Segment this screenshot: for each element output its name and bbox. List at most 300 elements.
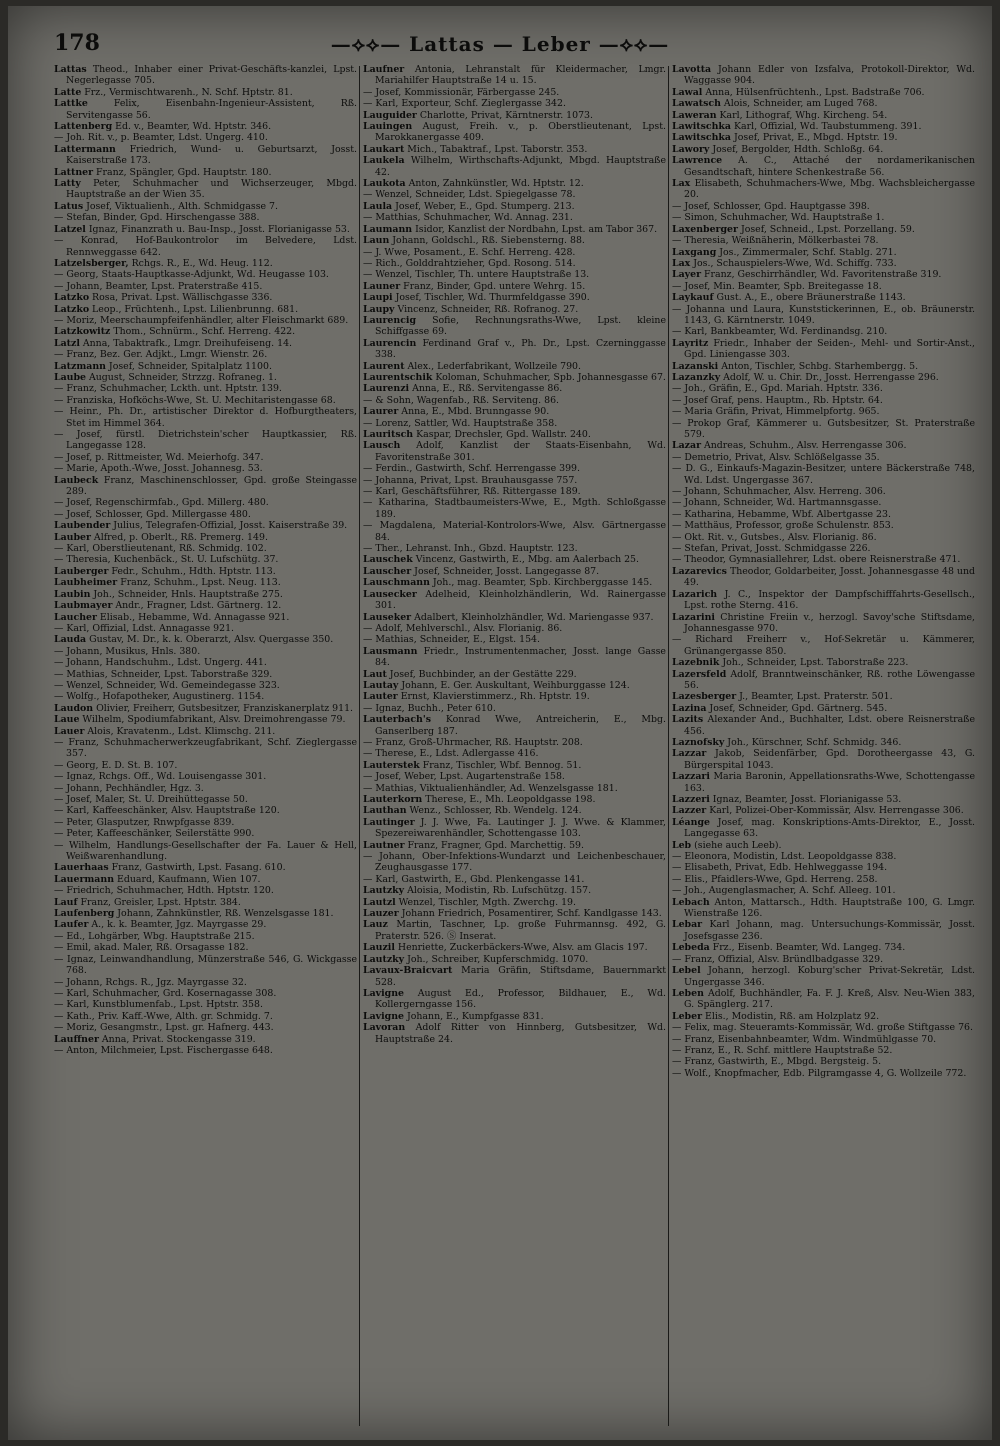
directory-entry: — Franz, Gastwirth, E., Mbgd. Bergsteig. 5. <box>672 1056 882 1068</box>
directory-entry: Layritz Friedr., Inhaber der Seiden-, Mehl- und Sortir-Anst., Gpd. Liniengasse 303. <box>672 337 975 361</box>
directory-entry: — Katharina, Stadtbaumeisters-Wwe, E., Mgth. Schloßgasse 189. <box>363 497 666 520</box>
directory-entry: Laurencin Ferdinand Graf v., Ph. Dr., Lpst. Czerninggasse 338. <box>363 337 666 361</box>
directory-entry: Leb (siehe auch Leeb). <box>672 839 782 851</box>
directory-entry: — Johann, Ober-Infektions-Wundarzt und Leichenbeschauer, Zeughausgasse 177. <box>363 851 666 874</box>
directory-entry: Lavoran Adolf Ritter von Hinnberg, Gutsbesitzer, Wd. Hauptstraße 24. <box>363 1022 666 1045</box>
directory-entry: — J. Wwe, Posament., E. Schf. Herreng. 428. <box>363 246 576 258</box>
directory-entry: Latzl Anna, Tabaktrafk., Lmgr. Dreihufeiseng. 14. <box>54 337 293 349</box>
directory-entry: Laudon Olivier, Freiherr, Gutsbesitzer, Franziskanerplatz 911. <box>54 702 354 714</box>
directory-entry: — Karl, Schuhmacher, Grd. Kosernagasse 308. <box>54 987 277 999</box>
directory-entry: — Kath., Priv. Kaff.-Wwe, Alth. gr. Schmidg. 7. <box>54 1010 273 1022</box>
entry-surname: Laurent <box>363 360 405 372</box>
directory-entry: Lazesberger J., Beamter, Lpst. Praterstr. 501. <box>672 691 893 703</box>
entry-surname: Lax <box>672 178 691 190</box>
directory-entry: — Katharina, Hebamme, Wbf. Albertgasse 23. <box>672 508 891 520</box>
directory-entry: — Josef, Min. Beamter, Spb. Breitegasse 18. <box>672 280 882 292</box>
directory-entry: — Franziska, Hofköchs-Wwe, St. U. Mechitaristengasse 68. <box>54 394 336 406</box>
entry-surname: Lazanski <box>672 360 719 372</box>
entry-surname: Lauer <box>54 725 85 737</box>
directory-entry: Lautzky Joh., Schreiber, Kupferschmidg. 1070. <box>363 953 589 965</box>
entry-surname: Lausmann <box>363 645 418 657</box>
entry-surname: Laubeck <box>54 474 99 486</box>
entry-surname: Laut <box>363 668 387 680</box>
directory-entry: — Karl, Oberstlieutenant, Rß. Schmidg. 102. <box>54 543 267 555</box>
directory-entry: — Wenzel, Tischler, Th. untere Hauptstraße 13. <box>363 269 590 281</box>
directory-entry: Lautzl Wenzel, Tischler, Mgth. Zwerchg. 19. <box>363 896 576 908</box>
directory-entry: Laucher Elisab., Hebamme, Wd. Annagasse 921. <box>54 611 290 623</box>
directory-entry: Lawory Josef, Bergolder, Hdth. Schloßg. 64. <box>672 143 884 155</box>
directory-entry: — Stefan, Binder, Gpd. Hirschengasse 388. <box>54 212 260 224</box>
directory-entry: Laun Johann, Goldschl., Rß. Siebensterng. 88. <box>363 235 585 247</box>
directory-entry: Laukart Mich., Tabaktraf., Lpst. Taborstr. 353. <box>363 143 588 155</box>
entry-surname: Lauermann <box>54 873 115 885</box>
entry-surname: Lebel <box>672 965 701 977</box>
directory-entry: — Felix, mag. Steueramts-Kommissär, Wd. große Stiftgasse 76. <box>672 1022 973 1034</box>
directory-entry: Laurentschik Koloman, Schuhmacher, Spb. Johannesgasse 67. <box>363 371 666 383</box>
directory-entry: — Ed., Lohgärber, Wbg. Hauptstraße 215. <box>54 930 255 942</box>
directory-entry: Lauffner Anna, Privat. Stockengasse 319. <box>54 1033 256 1045</box>
entry-surname: Lauritsch <box>363 429 414 440</box>
directory-entry: — Wenzel, Schneider, Wd. Gemeindegasse 323. <box>54 679 280 691</box>
entry-surname: Laudon <box>54 702 94 714</box>
directory-entry: Lattner Franz, Spängler, Gpd. Hauptstr. 180. <box>54 166 272 178</box>
entry-surname: Lauerhaas <box>54 862 109 874</box>
directory-entry: — Friedrich, Schuhmacher, Hdth. Hptstr. 120. <box>54 885 274 897</box>
entry-surname: Laue <box>54 714 80 726</box>
entry-surname: Laurencin <box>363 337 417 349</box>
directory-entry: — Franz, Schuhmacher, Lckth. unt. Hptstr. 139. <box>54 383 282 395</box>
directory-entry: Laurent Alex., Lederfabrikant, Wollzeile 790. <box>363 360 581 372</box>
directory-entry: — Demetrio, Privat, Alsv. Schlößelgasse 35. <box>672 451 880 463</box>
directory-entry: Lazzeri Ignaz, Beamter, Josst. Florianigasse 53. <box>672 794 902 805</box>
directory-entry: Lazzer Karl, Polizei-Ober-Kommissär, Alsv. Herrengasse 306. <box>672 805 964 817</box>
directory-entry: — Richard Freiherr v., Hof-Sekretär u. Kämmerer, Grünangergasse 850. <box>672 634 975 657</box>
directory-entry: Leber Elis., Modistin, Rß. am Holzplatz 92. <box>672 1010 880 1022</box>
entry-surname: Lautner <box>363 839 405 851</box>
directory-entry: — Ignaz, Buchh., Peter 610. <box>363 702 496 714</box>
directory-entry: — Karl, Kunstblumenfab., Lpst. Hptstr. 358. <box>54 999 263 1011</box>
entry-surname: Lazzar <box>672 748 707 760</box>
entry-surname: Laubin <box>54 588 91 600</box>
directory-entry: Lausmann Friedr., Instrumentenmacher, Josst. lange Gasse 84. <box>363 645 666 669</box>
directory-entry: Lauterbach's Konrad Wwe, Antreicherin, E., Mbg. Ganserlberg 187. <box>363 714 666 737</box>
directory-entry: — Johann, Schuhmacher, Alsv. Herreng. 306. <box>672 486 886 498</box>
entry-surname: Laurencig <box>363 314 417 326</box>
directory-entry: Lauschmann Joh., mag. Beamter, Spb. Kirchberggasse 145. <box>363 577 653 589</box>
directory-entry: Lavaux-Braicvart Maria Gräfin, Stiftsdame, Bauernmarkt 528. <box>363 965 666 988</box>
directory-entry: Lazanski Anton, Tischler, Schbg. Starhembergg. 5. <box>672 360 919 372</box>
directory-entry: — Ther., Lehranst. Inh., Gbzd. Hauptstr. 123. <box>363 543 578 555</box>
directory-entry: — Rich., Golddrahtzieher, Gpd. Rosong. 514. <box>363 257 576 269</box>
directory-entry: Laukota Anton, Zahnkünstler, Wd. Hptstr. 12. <box>363 178 584 190</box>
directory-entry: — Johann, Pechhändler, Hgz. 3. <box>54 782 204 794</box>
directory-entry: — Josef, Schlosser, Gpd. Hauptgasse 398. <box>672 200 870 212</box>
directory-entry: — Josef, p. Rittmeister, Wd. Meierhofg. 347. <box>54 451 264 463</box>
directory-entry: — Ignaz, Leinwandhandlung, Münzerstraße 546, G. Wickgasse 768. <box>54 953 357 977</box>
directory-entry: — Ignaz, Rchgs. Off., Wd. Louisengasse 301. <box>54 771 267 783</box>
directory-entry: Lautay Johann, E. Ger. Auskultant, Weihburggasse 124. <box>363 679 630 691</box>
entry-surname: Laupy <box>363 303 395 315</box>
entry-surname: Laubheimer <box>54 577 118 589</box>
entry-surname: Lax <box>672 257 691 269</box>
entry-surname: Lautzl <box>363 896 396 908</box>
directory-entry: — Josef, Regenschirmfab., Gpd. Millerg. 480. <box>54 497 269 509</box>
entry-surname: Lazzeri <box>672 794 710 805</box>
entry-surname: Lazzer <box>672 805 707 817</box>
entry-surname: Latzl <box>54 337 80 349</box>
directory-entry: — Theresia, Kuchenbäck., St. U. Lufschütg. 37. <box>54 554 279 566</box>
directory-entry: Lattke Felix, Eisenbahn-Ingenieur-Assistent, Rß. Servitengasse 56. <box>54 98 357 121</box>
page-number: 178 <box>54 30 100 56</box>
directory-entry: Lazar Andreas, Schuhm., Alsv. Herrengasse 306. <box>672 440 907 452</box>
directory-entry: Latzkowitz Thom., Schnürm., Schf. Herreng. 422. <box>54 326 296 338</box>
entry-surname: Lautinger <box>363 816 415 828</box>
entry-surname: Lauschek <box>363 554 413 566</box>
entry-surname: Lazarevics <box>672 565 727 577</box>
directory-entry: Lazits Alexander And., Buchhalter, Ldst. obere Reisnerstraße 456. <box>672 714 975 737</box>
directory-entry: Lauter Ernst, Klavierstimmerz., Rh. Hptstr. 19. <box>363 691 590 703</box>
entry-surname: Laweran <box>672 109 717 121</box>
directory-entry: Lazzari Maria Baronin, Appellationsraths-Wwe, Schottengasse 163. <box>672 771 975 794</box>
entry-surname: Lazarich <box>672 588 718 600</box>
directory-entry: Lausecker Adelheid, Kleinholzhändlerin, Wd. Rainergasse 301. <box>363 588 666 612</box>
entry-surname: Laupi <box>363 292 393 304</box>
directory-entry: — Franz, Bez. Ger. Adjkt., Lmgr. Wienstr. 26. <box>54 349 268 361</box>
directory-entry: Laykauf Gust. A., E., obere Bräunerstraße 1143. <box>672 292 906 304</box>
entry-surname: Lauterstek <box>363 759 420 771</box>
directory-entry: Lauguider Charlotte, Privat, Kärntnerstr. 1073. <box>363 109 593 121</box>
directory-entry: Latzel Ignaz, Finanzrath u. Bau-Insp., Josst. Florianigasse 53. <box>54 223 350 235</box>
directory-entry: — Eleonora, Modistin, Ldst. Leopoldgasse 838. <box>672 851 897 863</box>
directory-entry: — Franz, Schuhmacherwerkzeugfabrikant, Schf. Zieglergasse 357. <box>54 736 357 760</box>
directory-entry: — Anton, Milchmeier, Lpst. Fischergasse 648. <box>54 1044 273 1056</box>
directory-entry: Laxenberger Josef, Schneid., Lpst. Porzellang. 59. <box>672 223 915 235</box>
directory-entry: Lebach Anton, Mattarsch., Hdth. Hauptstraße 100, G. Lmgr. Wienstraße 126. <box>672 896 975 920</box>
entry-surname: Laurer <box>363 406 399 418</box>
entry-surname: Laurenzi <box>363 383 410 395</box>
directory-entry: Lawitschka Josef, Privat, E., Mbgd. Hptstr. 19. <box>672 132 898 144</box>
directory-entry: — Karl, Bankbeamter, Wd. Ferdinandsg. 210. <box>672 326 888 338</box>
entry-surname: Lattke <box>54 98 88 110</box>
directory-entry: — Theresia, Weißnäherin, Mölkerbastei 78. <box>672 235 879 247</box>
entry-surname: Lavigne <box>363 1010 405 1022</box>
entry-surname: Lattner <box>54 166 94 178</box>
entry-surname: Launer <box>363 280 401 292</box>
entry-surname: Lazits <box>672 714 704 726</box>
directory-entry: Laurenzi Anna, E., Rß. Servitengasse 86. <box>363 383 563 395</box>
directory-entry: Lauzer Johann Friedrich, Posamentirer, Schf. Kandlgasse 143. <box>363 908 662 920</box>
entry-surname: Laula <box>363 200 393 212</box>
directory-entry: Lebel Johann, herzogl. Koburg'scher Privat-Sekretär, Ldst. Ungergasse 346. <box>672 965 975 988</box>
entry-surname: Lauda <box>54 634 87 646</box>
directory-entry: — Theodor, Gymnasiallehrer, Ldst. obere Reisnerstraße 471. <box>672 554 961 566</box>
entry-surname: Laumann <box>363 223 413 235</box>
directory-entry: Lauber Alfred, p. Oberlt., Rß. Premerg. 149. <box>54 531 268 543</box>
directory-entry: — Joh., Augenglasmacher, A. Schf. Alleeg. 101. <box>672 885 896 897</box>
directory-entry: Lavigne Johann, E., Kumpfgasse 831. <box>363 1010 544 1022</box>
entry-surname: Lauseker <box>363 611 412 623</box>
directory-entry: — Adolf, Mehlverschl., Alsv. Florianig. 86. <box>363 622 563 634</box>
directory-entry: — D. G., Einkaufs-Magazin-Besitzer, untere Bäckerstraße 748, Wd. Ldst. Ungergasse 367. <box>672 463 975 486</box>
directory-entry: Lauritsch Kaspar, Drechsler, Gpd. Wallstr. 240. <box>363 429 591 440</box>
directory-entry: — Elisabeth, Privat, Edb. Hehlweggasse 194. <box>672 862 888 874</box>
directory-entry: Lazanzky Adolf, W. u. Chir. Dr., Josst. Herrengasse 296. <box>672 371 939 383</box>
directory-entry: Lawitschka Karl, Offizial, Wd. Taubstummeng. 391. <box>672 121 922 133</box>
directory-entry: Laubender Julius, Telegrafen-Offizial, Josst. Kaiserstraße 39. <box>54 520 348 532</box>
directory-entry: — Franz, Groß-Uhrmacher, Rß. Hauptstr. 208. <box>363 736 583 748</box>
entry-surname: Latte <box>54 86 82 98</box>
entry-surname: Laubmayer <box>54 600 113 612</box>
directory-entry: Lawal Anna, Hülsenfrüchtenh., Lpst. Badstraße 706. <box>672 86 925 98</box>
directory-entry: Lauseker Adalbert, Kleinholzhändler, Wd. Mariengasse 937. <box>363 611 654 623</box>
directory-entry: Lavotta Johann Edler von Izsfalva, Protokoll-Direktor, Wd. Waggasse 904. <box>672 64 975 87</box>
entry-surname: Latzmann <box>54 360 106 372</box>
directory-entry: — Franz, E., R. Schf. mittlere Hauptstraße 52. <box>672 1044 893 1056</box>
directory-page <box>8 6 992 1440</box>
directory-entry: Latzko Leop., Früchtenh., Lpst. Lilienbrunng. 681. <box>54 303 299 315</box>
directory-entry: — Josef, Maler, St. U. Dreihüttegasse 50. <box>54 794 248 805</box>
directory-entry: Laufer A., k. k. Beamter, Jgz. Mayrgasse 29. <box>54 919 267 931</box>
directory-entry: Laubin Joh., Schneider, Hnls. Hauptstraße 275. <box>54 588 283 600</box>
directory-entry: Lattermann Friedrich, Wund- u. Geburtsarzt, Josst. Kaiserstraße 173. <box>54 143 357 167</box>
directory-entry: Lauz Martin, Taschner, Lp. große Fuhrmannsg. 492, G. Praterstr. 526. Ⓢ Inserat. <box>363 919 666 942</box>
entry-surname: Lebar <box>672 919 703 931</box>
directory-entry: — Wolfg., Hofapotheker, Augustinerg. 1154. <box>54 691 265 703</box>
directory-entry: Lazarich J. C., Inspektor der Dampfschifffahrts-Gesellsch., Lpst. rothe Sterng. 416. <box>672 588 975 612</box>
directory-entry: Lebeda Frz., Eisenb. Beamter, Wd. Langeg. 734. <box>672 942 906 954</box>
directory-entry: Léange Josef, mag. Konskriptions-Amts-Direktor, E., Josst. Langegasse 63. <box>672 816 975 840</box>
directory-entry: Latzelsberger, Rchgs. R., E., Wd. Heug. 112. <box>54 257 273 269</box>
entry-surname: Laubender <box>54 520 111 532</box>
directory-entry: — Wolf., Knopfmacher, Edb. Pilgramgasse 4, G. Wollzeile 772. <box>672 1067 967 1079</box>
directory-entry: Laupy Vincenz, Schneider, Rß. Rofranog. 27. <box>363 303 579 315</box>
directory-entry: Laut Josef, Buchbinder, an der Gestätte 229. <box>363 668 577 680</box>
directory-entry: — Johanna und Laura, Kunststickerinnen, E., ob. Bräunerstr. 1143, G. Kärntnerstr. 1049. <box>672 303 975 326</box>
directory-entry: — Peter, Glasputzer, Rnwpfgasse 839. <box>54 816 235 828</box>
directory-entry: Laurencig Sofie, Rechnungsraths-Wwe, Lpst. kleine Schiffgasse 69. <box>363 314 666 338</box>
entry-surname: Latty <box>54 178 81 190</box>
entry-surname: Latzel <box>54 223 86 235</box>
directory-entry: Lauschek Vincenz, Gastwirth, E., Mbg. am Aalerbach 25. <box>363 554 639 566</box>
entry-surname: Lauguider <box>363 109 417 121</box>
entry-surname: Laykauf <box>672 292 714 304</box>
directory-entry: — Lorenz, Sattler, Wd. Hauptstraße 358. <box>363 417 558 429</box>
entry-surname: Latzko <box>54 303 90 315</box>
entry-surname: Lavigne <box>363 987 405 999</box>
directory-entry: Lautinger J. J. Wwe, Fa. Lautinger J. J. Wwe. & Klammer, Spezereiwarenhändler, Schottengasse 103. <box>363 816 666 840</box>
entry-surname: Lazina <box>672 702 707 714</box>
directory-entry: Lawrence A. C., Attaché der nordamerikanischen Gesandtschaft, hintere Schenkestraße 56. <box>672 155 975 178</box>
column-divider <box>668 66 669 1426</box>
entry-surname: Lauberger <box>54 565 109 577</box>
directory-entry: — Johann, Handschuhm., Ldst. Ungerg. 441. <box>54 657 267 669</box>
directory-entry: Lauterstek Franz, Tischler, Wbf. Bennog. 51. <box>363 759 582 771</box>
directory-entry: Laubeck Franz, Maschinenschlosser, Gpd. große Steingasse 289. <box>54 474 357 498</box>
directory-entry: — Okt. Rit. v., Gutsbes., Alsv. Florianig. 86. <box>672 531 877 543</box>
entry-surname: Laucher <box>54 611 97 623</box>
directory-entry: — Johann, Schneider, Wd. Hartmannsgasse. <box>672 497 882 509</box>
directory-entry: Lax Elisabeth, Schuhmachers-Wwe, Mbg. Wachsbleichergasse 20. <box>672 178 975 201</box>
directory-entry: Lauf Franz, Greisler, Lpst. Hptstr. 384. <box>54 896 241 908</box>
directory-entry: Layer Franz, Geschirrhändler, Wd. Favoritenstraße 319. <box>672 269 942 281</box>
directory-entry: Laurer Anna, E., Mbd. Brunngasse 90. <box>363 406 550 418</box>
entry-surname: Lautay <box>363 679 399 691</box>
directory-entry: — Mathias, Schneider, Lpst. Taborstraße 329. <box>54 668 273 680</box>
entry-surname: Lawrence <box>672 155 723 167</box>
entry-surname: Laufer <box>54 919 89 931</box>
directory-entry: — Marie, Apoth.-Wwe, Josst. Johannesg. 53. <box>54 463 263 475</box>
directory-entry: Laznofsky Joh., Kürschner, Schf. Schmidg. 346. <box>672 736 902 748</box>
directory-entry: — Therese, E., Ldst. Adlergasse 416. <box>363 748 539 760</box>
directory-entry: — Mathias, Viktualienhändler, Ad. Wenzelsgasse 181. <box>363 782 618 794</box>
entry-surname: Lattas <box>54 64 87 75</box>
entry-surname: Latzkowitz <box>54 326 111 338</box>
directory-entry: — Karl, Exporteur, Schf. Zieglergasse 342. <box>363 98 566 110</box>
directory-entry: — Joh., Gräfin, E., Gpd. Mariah. Hptstr. 336. <box>672 383 883 395</box>
directory-entry: Latty Peter, Schuhmacher und Wichserzeuger, Mbgd. Hauptstraße an der Wien 35. <box>54 178 357 201</box>
directory-entry: Lauberger Fedr., Schuhm., Hdth. Hptstr. 113. <box>54 565 276 577</box>
entry-surname: Lawitschka <box>672 132 732 144</box>
entry-surname: Lawitschka <box>672 121 732 133</box>
directory-entry: — Karl, Kaffeeschänker, Alsv. Hauptstraße 120. <box>54 805 280 817</box>
entry-surname: Latzko <box>54 292 90 304</box>
entry-surname: Lausecker <box>363 588 417 600</box>
directory-entry: — Johann, Rchgs. R., Jgz. Mayrgasse 32. <box>54 976 247 988</box>
entry-surname: Lausch <box>363 440 401 452</box>
entry-surname: Lautzky <box>363 953 405 965</box>
directory-entry: Latzko Rosa, Privat. Lpst. Wällischgasse 336. <box>54 292 273 304</box>
directory-entry: Laula Josef, Weber, E., Gpd. Stumperg. 213. <box>363 200 575 212</box>
directory-entry: Lattenberg Ed. v., Beamter, Wd. Hptstr. 346. <box>54 121 272 133</box>
directory-entry: — Konrad, Hof-Baukontrolor im Belvedere, Ldst. Rennweggasse 642. <box>54 235 357 258</box>
entry-surname: Lautzky <box>363 885 405 897</box>
column-left <box>54 64 357 1434</box>
directory-entry: Lavigne August Ed., Professor, Bildhauer, E., Wd. Kollergerngasse 156. <box>363 987 666 1011</box>
directory-entry: Laue Wilhelm, Spodiumfabrikant, Alsv. Dreimohrengasse 79. <box>54 714 346 726</box>
entry-surname: Laurentschik <box>363 371 433 383</box>
directory-entry: — Prokop Graf, Kämmerer u. Gutsbesitzer, St. Praterstraße 579. <box>672 417 975 440</box>
directory-entry: Laweran Karl, Lithograf, Whg. Kircheng. 54. <box>672 109 888 121</box>
directory-entry: — Karl, Geschäftsführer, Rß. Rittergasse 189. <box>363 486 581 498</box>
entry-surname: Lawory <box>672 143 710 155</box>
entry-surname: Lauzil <box>363 942 395 954</box>
directory-entry: Laubheimer Franz, Schuhm., Lpst. Neug. 113. <box>54 577 281 589</box>
directory-entry: — Josef, Weber, Lpst. Augartenstraße 158. <box>363 771 565 783</box>
directory-entry: Latzmann Josef, Schneider, Spitalplatz 1100. <box>54 360 272 372</box>
directory-entry: Leben Adolf, Buchhändler, Fa. F. J. Kreß, Alsv. Neu-Wien 383, G. Spänglerg. 217. <box>672 987 975 1011</box>
directory-entry: — Peter, Kaffeeschänker, Seilerstätte 990. <box>54 828 255 840</box>
directory-entry: — Elis., Pfaidlers-Wwe, Gpd. Herreng. 258. <box>672 873 878 885</box>
directory-entry: Lauingen August, Freih. v., p. Oberstlieutenant, Lpst. Marokkanergasse 409. <box>363 121 666 144</box>
entry-surname: Lazanzky <box>672 371 721 383</box>
directory-entry: Lauthan Wenz., Schlosser, Rb. Wendelg. 124. <box>363 805 582 817</box>
entry-surname: Latzelsberger, <box>54 257 129 269</box>
directory-entry: Laumann Isidor, Kanzlist der Nordbahn, Lpst. am Tabor 367. <box>363 223 658 235</box>
directory-entry: Lazarini Christine Freiin v., herzogl. Savoy'sche Stiftsdame, Johannesgasse 970. <box>672 611 975 634</box>
directory-entry: Lauzil Henriette, Zuckerbäckers-Wwe, Alsv. am Glacis 197. <box>363 942 648 954</box>
directory-entry: — Johanna, Privat, Lpst. Brauhausgasse 757. <box>363 474 578 486</box>
entry-surname: Leben <box>672 987 704 999</box>
directory-entry: — Karl, Offizial, Ldst. Annagasse 921. <box>54 622 235 634</box>
entry-surname: Laznofsky <box>672 736 725 748</box>
directory-entry: — Josef, Schlosser, Gpd. Millergasse 480. <box>54 508 251 520</box>
entry-surname: Lebach <box>672 896 710 908</box>
directory-entry: — Moriz, Meerschaumpfeifenhändler, alter Fleischmarkt 689. <box>54 314 349 326</box>
directory-entry: — Ferdin., Gastwirth, Schf. Herrengasse 399. <box>363 463 580 475</box>
entry-surname: Lavotta <box>672 64 712 75</box>
directory-entry: — Josef, fürstl. Dietrichstein'scher Hauptkassier, Rß. Langegasse 128. <box>54 429 357 452</box>
entry-surname: Leb <box>672 839 692 851</box>
directory-entry: Lattas Theod., Inhaber einer Privat-Geschäfts-kanzlei, Lpst. Negerlegasse 705. <box>54 64 357 87</box>
directory-entry: Lazebnik Joh., Schneider, Lpst. Taborstraße 223. <box>672 657 909 669</box>
directory-entry: Lauscher Josef, Schneider, Josst. Langegasse 87. <box>363 565 600 577</box>
directory-entry: — Josef, Kommissionär, Färbergasse 245. <box>363 86 560 98</box>
directory-entry: Laxgang Jos., Zimmermaler, Schf. Stablg. 271. <box>672 246 897 258</box>
directory-entry: Laufenberg Johann, Zahnkünstler, Rß. Wenzelsgasse 181. <box>54 908 334 920</box>
directory-entry: Lauermann Eduard, Kaufmann, Wien 107. <box>54 873 261 885</box>
directory-entry: Lazarevics Theodor, Goldarbeiter, Josst. Johannesgasse 48 und 49. <box>672 565 975 589</box>
entry-surname: Laufner <box>363 64 405 75</box>
directory-entry: — Heinr., Ph. Dr., artistischer Direktor d. Hofburgtheaters, Stet im Himmel 364. <box>54 406 357 429</box>
entry-surname: Layritz <box>672 337 709 349</box>
entry-surname: Lauf <box>54 896 78 908</box>
entry-surname: Lauschmann <box>363 577 430 589</box>
entry-surname: Lauffner <box>54 1033 99 1045</box>
directory-entry: Lauerhaas Franz, Gastwirth, Lpst. Fasang. 610. <box>54 862 286 874</box>
directory-entry: Laube August, Schneider, Strzzg. Rofraneg. 1. <box>54 371 277 383</box>
directory-entry: Lauer Alois, Kravatenm., Ldst. Klimschg. 211. <box>54 725 276 737</box>
entry-surname: Lauzer <box>363 908 399 920</box>
column-middle <box>363 64 666 1434</box>
entry-surname: Latus <box>54 200 84 212</box>
column-divider <box>359 66 360 1426</box>
entry-surname: Lauterkorn <box>363 794 423 805</box>
entry-surname: Lazebnik <box>672 657 720 669</box>
directory-entry: — Joh. Rit. v., p. Beamter, Ldst. Ungerg. 410. <box>54 132 268 144</box>
entry-surname: Laukela <box>363 155 405 167</box>
directory-entry: — Johann, Beamter, Lpst. Praterstraße 415. <box>54 280 263 292</box>
entry-surname: Lauter <box>363 691 398 703</box>
running-head: —⟡⟡— Lattas — Leber —⟡⟡— <box>330 32 670 56</box>
directory-entry: — Franz, Offizial, Alsv. Bründlbadgasse 329. <box>672 953 884 965</box>
directory-entry: — Emil, akad. Maler, Rß. Orsagasse 182. <box>54 942 249 954</box>
directory-entry: Lauda Gustav, M. Dr., k. k. Oberarzt, Alsv. Quergasse 350. <box>54 634 334 646</box>
entry-surname: Lavaux-Braicvart <box>363 965 453 977</box>
entry-surname: Lawal <box>672 86 703 98</box>
directory-entry: Lebar Karl Johann, mag. Untersuchungs-Kommissär, Josst. Josefsgasse 236. <box>672 919 975 942</box>
entry-surname: Laufenberg <box>54 908 115 920</box>
directory-entry: — Georg, Staats-Hauptkasse-Adjunkt, Wd. Heugasse 103. <box>54 269 329 281</box>
directory-entry: Lazzar Jakob, Seidenfärber, Gpd. Dorotheergasse 43, G. Bürgerspital 1043. <box>672 748 975 771</box>
directory-entry: Lauterkorn Therese, E., Mh. Leopoldgasse 198. <box>363 794 596 805</box>
entry-surname: Lazzari <box>672 771 710 783</box>
directory-entry: Lautzky Aloisia, Modistin, Rb. Lufschützg. 157. <box>363 885 592 897</box>
entry-surname: Lazesberger <box>672 691 737 703</box>
directory-entry: — Stefan, Privat, Josst. Schmidgasse 226. <box>672 543 871 555</box>
entry-surname: Lauz <box>363 919 388 931</box>
directory-entry: — Magdalena, Material-Kontrolors-Wwe, Alsv. Gärtnergasse 84. <box>363 520 666 543</box>
directory-entry: Lawatsch Alois, Schneider, am Luged 768. <box>672 98 878 110</box>
entry-surname: Lauscher <box>363 565 412 577</box>
directory-entry: Laukela Wilhelm, Wirthschafts-Adjunkt, Mbgd. Hauptstraße 42. <box>363 155 666 178</box>
directory-entry: — Franz, Eisenbahnbeamter, Wdm. Windmühlgasse 70. <box>672 1033 937 1045</box>
entry-surname: Lazar <box>672 440 702 452</box>
entry-surname: Lauingen <box>363 121 413 133</box>
directory-entry: — Maria Gräfin, Privat, Himmelpfortg. 965. <box>672 406 880 418</box>
directory-entry: Latte Frz., Vermischtwarenh., N. Schf. Hptstr. 81. <box>54 86 293 98</box>
entry-surname: Lauber <box>54 531 91 543</box>
entry-surname: Lauthan <box>363 805 407 817</box>
